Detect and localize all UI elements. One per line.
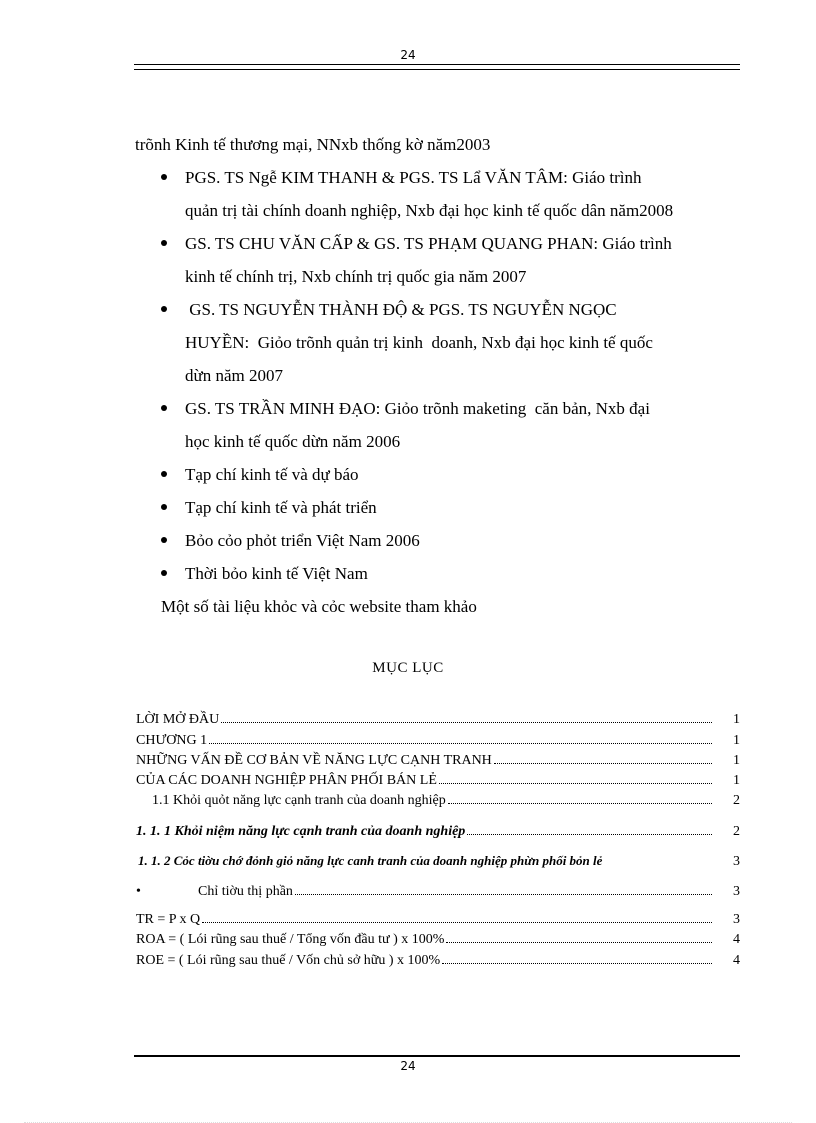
bullet-icon: •	[136, 884, 141, 899]
bullet-icon	[161, 504, 167, 510]
toc-entry-text: NHỮNG VẤN ĐỀ CƠ BẢN VỀ NĂNG LỰC CẠNH TRANH	[136, 753, 492, 768]
toc-entry[interactable]	[136, 853, 740, 871]
bullet-icon	[161, 471, 167, 477]
dot-leader	[295, 883, 712, 895]
toc-entry-page: 3	[733, 912, 740, 927]
bullet-icon	[161, 537, 167, 543]
reference-item-cont: kinh tế chính trị, Nxb chính trị quốc gia năm 2007	[185, 267, 527, 286]
toc-entry-text: CHƯƠNG 1	[136, 733, 208, 748]
toc-entry-page: 1	[733, 733, 740, 748]
dot-leader	[446, 931, 712, 943]
toc-entry[interactable]	[136, 752, 740, 770]
toc-entry[interactable]	[136, 952, 740, 970]
bullet-icon	[161, 570, 167, 576]
reference-item-cont: HUYỀN: Giỏo trõnh quản trị kinh doanh, Nxb đại học kinh tế quốc	[185, 333, 653, 352]
toc-entry[interactable]	[136, 732, 740, 750]
toc-entry-page: 4	[733, 953, 740, 968]
toc-entry-text: Chỉ tiờu thị phần	[198, 884, 293, 899]
reference-closing: Một số tài liệu khỏc và cỏc website tham khảo	[161, 597, 477, 616]
header-rule	[134, 64, 740, 70]
header-page-number: 24	[400, 48, 416, 62]
reference-item: Tạp chí kinh tế và phát triển	[185, 498, 377, 517]
dot-leader	[439, 772, 712, 784]
toc-entry-page: 2	[733, 793, 740, 808]
toc-entry-page: 4	[733, 932, 740, 947]
reference-item: GS. TS CHU VĂN CẤP & GS. TS PHẠM QUANG PHAN: Giáo trình	[185, 234, 672, 253]
reference-item-cont: dừn năm 2007	[185, 366, 283, 385]
toc-entry-text: LỜI MỞ ĐẦU	[136, 712, 220, 727]
dot-leader	[442, 952, 712, 964]
footer-page-number: 24	[400, 1059, 416, 1073]
toc-entry[interactable]	[136, 792, 740, 810]
reference-item: PGS. TS Ngễ KIM THANH & PGS. TS Lẩ VĂN TÂM: Giáo trình	[185, 168, 642, 187]
reference-item: Bỏo cỏo phỏt triển Việt Nam 2006	[185, 531, 420, 550]
dot-leader	[448, 792, 712, 804]
toc-entry-text: 1. 1. 1 Khỏi niệm năng lực cạnh tranh của doanh nghiệp	[136, 824, 466, 839]
dot-leader	[202, 911, 712, 923]
toc-entry[interactable]	[136, 931, 740, 949]
toc-entry[interactable]	[136, 911, 740, 929]
toc-entry-page: 2	[733, 824, 740, 839]
toc-entry-text: ROA = ( Lói rũng sau thuế / Tổng vốn đầu tư ) x 100%	[136, 932, 445, 947]
bullet-icon	[161, 306, 167, 312]
footer-rule	[134, 1055, 740, 1057]
dot-leader	[494, 752, 712, 764]
toc-entry-text: CỦA CÁC DOANH NGHIỆP PHÂN PHỐI BÁN LẺ	[136, 773, 437, 788]
toc-entry[interactable]	[136, 772, 740, 790]
bullet-icon	[161, 174, 167, 180]
dot-leader	[209, 732, 712, 744]
reference-item: GS. TS TRẦN MINH ĐẠO: Giỏo trõnh maketing căn bản, Nxb đại	[185, 399, 650, 418]
toc-entry-text: 1.1 Khỏi quỏt năng lực cạnh tranh của doanh nghiệp	[152, 793, 446, 808]
bullet-icon	[161, 405, 167, 411]
toc-entry-page: 1	[733, 712, 740, 727]
toc-entry[interactable]	[136, 823, 740, 841]
dot-leader	[467, 823, 712, 835]
toc-entry[interactable]	[136, 711, 740, 729]
toc-title: MỤC LỤC	[372, 660, 444, 676]
dot-leader	[221, 711, 712, 723]
reference-item: Tạp chí kinh tế và dự báo	[185, 465, 359, 484]
toc-entry-page: 3	[733, 854, 740, 869]
toc-entry-text: ROE = ( Lói rũng sau thuế / Vốn chủ sở hữu ) x 100%	[136, 953, 441, 968]
reference-item: GS. TS NGUYỄN THÀNH ĐỘ & PGS. TS NGUYỄN NGỌC	[185, 300, 617, 319]
toc-entry-page: 3	[733, 884, 740, 899]
toc-entry-page: 1	[733, 773, 740, 788]
bullet-icon	[161, 240, 167, 246]
toc-entry-text: 1. 1. 2 Cỏc tiờu chớ đỏnh giỏ năng lực canh tranh của doanh nghiệp phừn phối bỏn lẻ	[138, 853, 603, 868]
toc-entry-page: 1	[733, 753, 740, 768]
reference-continuation: trõnh Kinh tế thương mại, NNxb thống kờ năm2003	[135, 135, 491, 154]
toc-entry-text: TR = P x Q	[136, 912, 201, 927]
reference-item: Thời bỏo kinh tế Việt Nam	[185, 564, 368, 583]
reference-item-cont: học kinh tế quốc dừn năm 2006	[185, 432, 401, 451]
toc-entry[interactable]	[136, 883, 740, 901]
reference-item-cont: quản trị tài chính doanh nghiệp, Nxb đại học kinh tế quốc dân năm2008	[185, 201, 674, 220]
